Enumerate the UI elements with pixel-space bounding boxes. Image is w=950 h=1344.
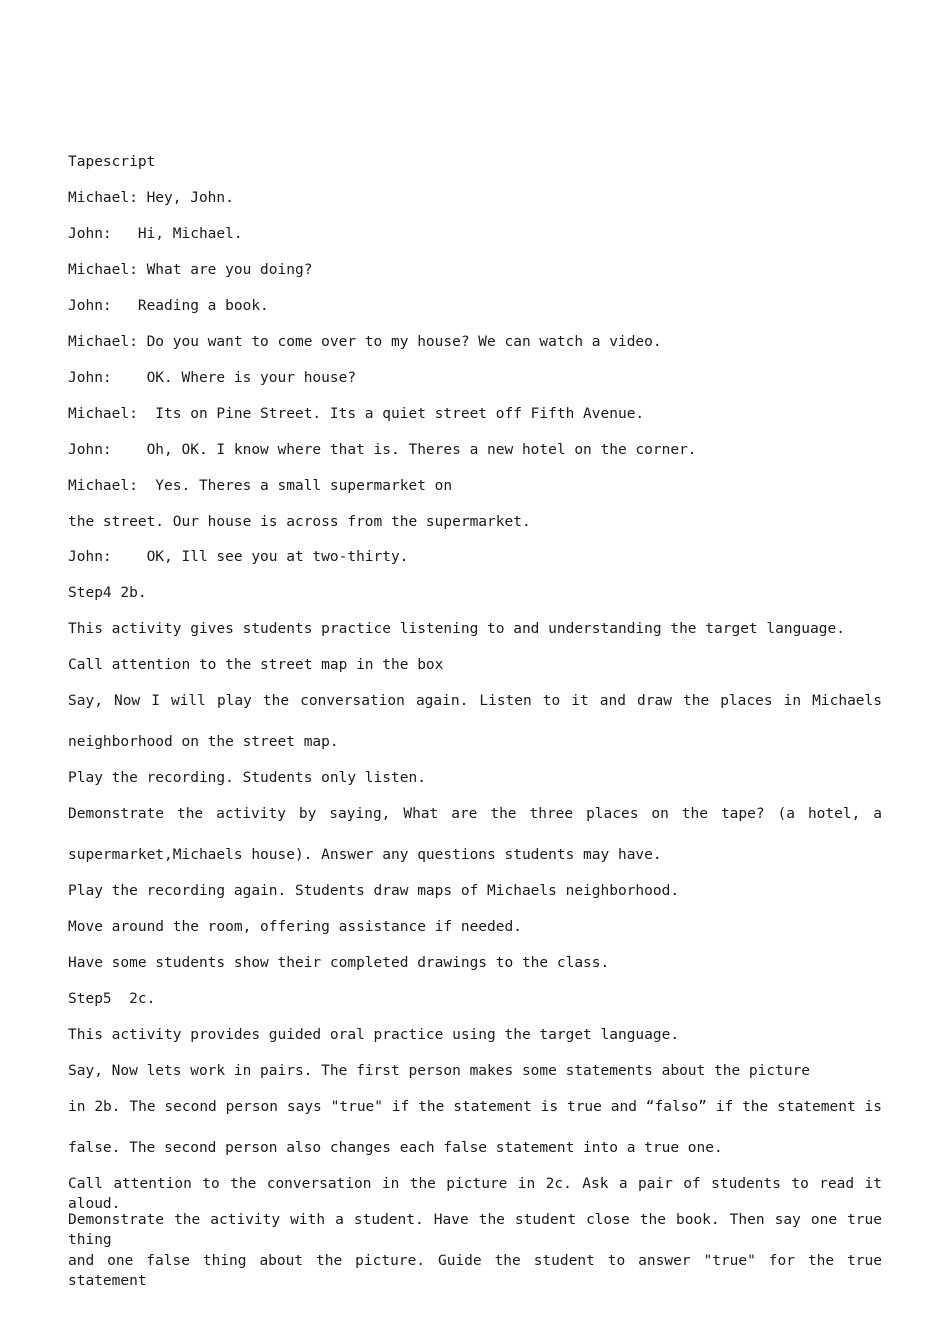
body-line: Say, Now I will play the conversation again. Listen to it and draw the places in Michaels — [68, 693, 882, 709]
dialogue-line: Michael: Yes. Theres a small supermarket on — [68, 478, 453, 494]
dialogue-line: John: Reading a book. — [68, 298, 269, 314]
body-line: neighborhood on the street map. — [68, 734, 339, 750]
body-line: Play the recording. Students only listen. — [68, 770, 426, 786]
dialogue-line: John: Oh, OK. I know where that is. Theres a new hotel on the corner. — [68, 442, 697, 458]
dialogue-line: the street. Our house is across from the supermarket. — [68, 514, 531, 530]
body-line: Demonstrate the activity by saying, What are the three places on the tape? (a hotel, a — [68, 806, 882, 822]
dialogue-line: John: OK. Where is your house? — [68, 370, 357, 386]
body-line: and one false thing about the picture. Guide the student to answer "true" for the true statement — [68, 1253, 882, 1289]
body-line: in 2b. The second person says "true" if the statement is true and “falso” if the statement is — [68, 1099, 882, 1115]
body-line: Say, Now lets work in pairs. The first person makes some statements about the picture — [68, 1063, 811, 1079]
body-line: This activity provides guided oral practice using the target language. — [68, 1027, 680, 1043]
body-line: Demonstrate the activity with a student. Have the student close the book. Then say one true thing — [68, 1212, 882, 1248]
dialogue-line: John: Hi, Michael. — [68, 226, 243, 242]
body-line: Call attention to the street map in the box — [68, 657, 444, 673]
body-line: This activity gives students practice listening to and understanding the target language. — [68, 621, 845, 637]
body-line: Call attention to the conversation in the picture in 2c. Ask a pair of students to read it aloud. — [68, 1176, 882, 1212]
dialogue-line: Michael: Hey, John. — [68, 190, 234, 206]
body-line: Move around the room, offering assistance if needed. — [68, 919, 522, 935]
body-line: Have some students show their completed drawings to the class. — [68, 955, 610, 971]
body-line: false. The second person also changes each false statement into a true one. — [68, 1140, 723, 1156]
dialogue-line: John: OK, Ill see you at two-thirty. — [68, 549, 409, 565]
step-heading: Step4 2b. — [68, 585, 147, 601]
step-heading: Step5 2c. — [68, 991, 156, 1007]
body-line: Play the recording again. Students draw maps of Michaels neighborhood. — [68, 883, 680, 899]
dialogue-line: Michael: What are you doing? — [68, 262, 313, 278]
body-line: supermarket,Michaels house). Answer any questions students may have. — [68, 847, 662, 863]
dialogue-line: Michael: Its on Pine Street. Its a quiet street off Fifth Avenue. — [68, 406, 645, 422]
dialogue-line: Michael: Do you want to come over to my house? We can watch a video. — [68, 334, 662, 350]
section-title: Tapescript — [68, 154, 156, 170]
